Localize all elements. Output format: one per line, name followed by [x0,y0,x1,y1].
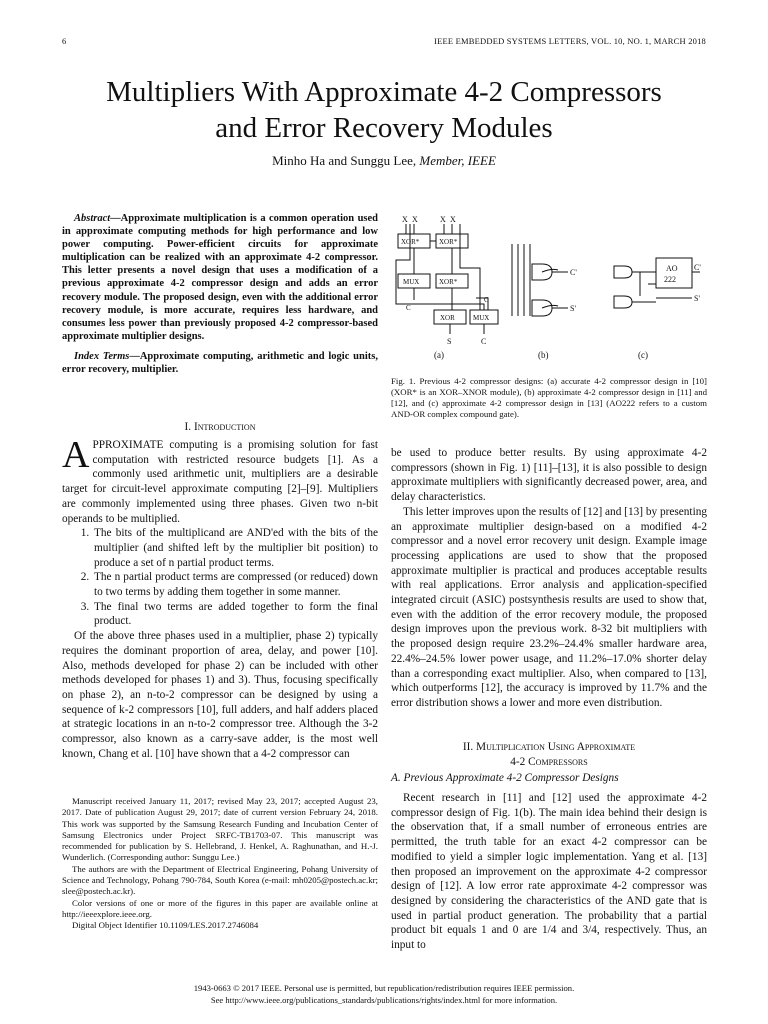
paper-title [0,74,768,146]
page-number: 6 [62,36,67,46]
section-1-title: Introduction [193,421,256,433]
section-2-number: II. [462,741,474,753]
paragraph: Of the above three phases used in a multiplier, phase 2) typically requires the dominant proportion of area, delay, and power [10]. Also, methods developed for phase 2) can be included with other methods developed for phases 1) and 3). Thus, focusing specifically on phase 2), an n-to-2 compressor can be designed by using a sequence of k-2 compressors [10], full adders, and half adders placed at strategic locations in an n-to-2 compressor tree. Although the 3-2 compressor, also known as a carry-save adder, is the most well known, Chang et al. [10] have shown that a 4-2 compressor can [62,630,378,760]
abstract-text: —Approximate multiplication is a common operation used in approximate computing methods for high performance and low power computing. Power-efficient circuits for approximate multiplication can be realized with an approximate 4-2 compressor. This letter presents a novel design that uses a modification of a previous approximate 4-2 compressor design and adds an error recovery module. The proposed design, even with the additional error recovery module, is more accurate, requires less hardware, and consumes less power than previously proposed 4-2 compressor-based approximate multiplier designs. [62,213,378,342]
footnote-affiliation: The authors are with the Department of Electrical Engineering, Pohang University of Science and Technology, Pohang 790-784, South Korea (e-mail: mh0205@postech.ac.kr; slee@postech.ac.kr). [62,863,378,897]
section-2-heading [391,740,707,769]
copyright-line-2: See http://www.ieee.org/publications_standards/publications/rights/index.html for more information. [210,995,558,1005]
section-1-body-left [62,434,378,761]
gate-label-xor-star: XOR* [401,238,420,246]
title-line-1: Multipliers With Approximate 4-2 Compressors [106,76,662,108]
signal-x3: X [440,215,446,224]
subsection-a-heading: A. Previous Approximate 4-2 Compressor Designs [391,772,619,784]
signal-c-prime: C' [694,263,701,272]
list-item: 1. The bits of the multiplicand are AND'ed with the bits of the multiplier (and shifted left by the multiplier bit position) to produce a set of n partial product terms. [92,526,378,570]
author-names: Minho Ha and Sunggu Lee, [272,153,420,168]
running-header: IEEE EMBEDDED SYSTEMS LETTERS, VOL. 10, NO. 1, MARCH 2018 [434,36,706,46]
signal-cin: C [484,296,489,304]
abstract [62,212,378,343]
footnote [62,796,378,932]
section-1-number: I. [184,421,192,433]
footnote-manuscript: Manuscript received January 11, 2017; revised May 23, 2017; accepted August 23, 2017. Date of publication August 29, 2017; date of current version February 24, 2018. This work was supported by the Samsung Research Funding and Incubation Center of Samsung Electronics under Project SRFC-TB1703-07. This manuscript was recommended for publication by S. Hellebrand, J. Henkel, A. Raghunathan, and H.-J. Wunderlich. (Corresponding author: Sunggu Lee.) [62,796,378,863]
list-item: 2. The n partial product terms are compressed (or reduced) down to two terms by adding them together in some manner. [92,570,378,599]
section-2-title-line-2: 4-2 Compressors [510,755,588,768]
section-2-title-line-1: Multiplication Using Approximate [476,741,636,753]
signal-s-prime: S' [570,304,576,313]
signal-s-prime: S' [694,294,700,303]
footnote-color: Color versions of one or more of the figures in this paper are available online at http://ieeexplore.ieee.org. [62,897,378,919]
gate-label-xor-star: XOR* [439,278,458,286]
title-line-2: and Error Recovery Modules [215,112,553,144]
list-item: 3. The final two terms are added together to form the final product. [92,600,378,629]
gate-label-mux: MUX [473,314,490,322]
signal-x4: X [450,215,456,224]
author-membership: Member, IEEE [419,153,496,168]
paragraph: This letter improves upon the results of [12] and [13] by presenting an approximate multiplier design-based on a modified 4-2 compressor and a novel error recovery unit design. Example image processing applications are used to show that the proposed approximate multiplier is practical and produces acceptable results with real applications. Error analysis and application-specified integrated circuit (ASIC) postsynthesis results are used to show that, even with the addition of the error recovery module, the proposed design improves upon the previous work. 8-32 bit multipliers with the proposed design require 23.2%–24.4% smaller hardware area, 22.4%–24.5% lower power usage, and 11.2%–17.0% shorter delay than a corresponding exact multiplier. Also, when compared to [13], which outperforms [12], the accuracy is improved by 11.7% and the error distribution shows a lower and more even distribution. [391,505,708,709]
index-terms-text: —Approximate computing, arithmetic and logic units, error recovery, multiplier. [62,351,378,376]
signal-s: S [447,337,452,346]
dropcap: A [62,434,90,476]
signal-c: C [481,337,487,346]
gate-label-mux: MUX [403,278,420,286]
figure-1-caption: Fig. 1. Previous 4-2 compressor designs: (a) accurate 4-2 compressor design in [10] (XOR* is an XOR–XNOR module), (b) approximate 4-2 compressor design in [11] and [12], and (c) approximate 4-2 compressor design in [13] (AO222 refers to a custom AND-OR complex compound gate). [391,376,707,419]
index-terms-label: Index Terms [74,351,130,362]
abstract-label: Abstract [74,213,111,224]
paragraph: Recent research in [11] and [12] used the approximate 4-2 compressor design of Fig. 1(b). The main idea behind their design is the observation that, if a small number of erroneous entries are permitted, the truth table for an exact 4-2 compressor can be modified to yield a simpler logic implementation. Yang et al. [13] then proposed an improvement on the approximate 4-2 compressor design of [12]. A low error rate approximate 4-2 compressor was designed by considering the characteristics of the AND gate that is used in partial product generation. The probability that a partial product bit equals 1 and 0 are 1/4 and 3/4, respectively. Thus, an input to [391,792,707,952]
section-2-body [391,791,707,953]
signal-c-prime: C' [570,268,577,277]
gate-label-222: 222 [664,275,676,284]
gate-label-xor: XOR [440,314,455,322]
authors [0,153,768,169]
signal-cout: C [406,304,411,312]
gate-label-ao: AO [666,264,678,273]
index-terms [62,350,378,376]
copyright-notice [0,982,768,1006]
signal-x1: X [402,215,408,224]
section-1-body-right [391,446,707,711]
subfigure-label-a: (a) [434,350,444,360]
intro-caps: PPROXIMATE [92,439,164,451]
intro-paragraph: computing is a promising solution for fast computation with restricted resource budgets [1]. As a commonly used arithmetic unit, multipliers are a desirable target for circuit-level approximate computing [2]–[9]. Multipliers are commonly implemented using three phases. Given two n-bit operands to be multiplied. [62,439,378,525]
paragraph: be used to produce better results. By using approximate 4-2 compressors (shown in Fig. 1) [11]–[13], it is also possible to design approximate multipliers with significantly decreased power, area, and delay characteristics. [391,447,707,504]
figure-1 [392,212,708,362]
footnote-doi: Digital Object Identifier 10.1109/LES.2017.2746084 [72,920,259,931]
section-1-heading [62,420,378,435]
gate-label-xor-star: XOR* [439,238,458,246]
subfigure-label-b: (b) [538,350,549,360]
copyright-line-1: 1943-0663 © 2017 IEEE. Personal use is permitted, but republication/redistribution requires IEEE permission. [193,983,575,993]
signal-x2: X [412,215,418,224]
subfigure-label-c: (c) [638,350,648,360]
